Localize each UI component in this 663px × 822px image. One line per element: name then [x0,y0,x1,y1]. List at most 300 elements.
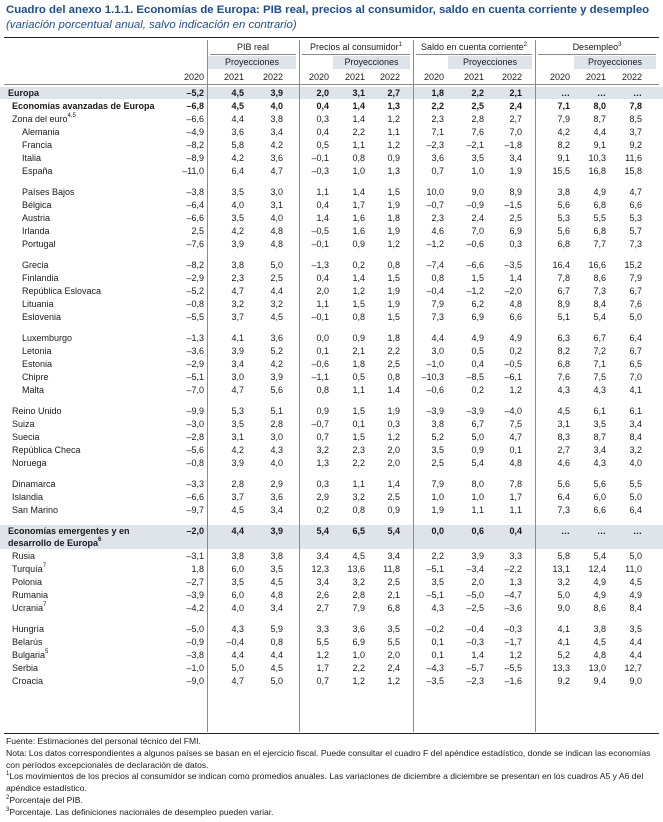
cell-value: 3,2 [352,492,365,502]
cell-value: 12,4 [588,564,606,574]
cell-value: –4,2 [186,603,204,613]
cell-value: 4,4 [270,286,283,296]
cell-value: 0,6 [471,526,484,536]
cell-value: 15,8 [624,166,642,176]
cell-value: 4,0 [231,200,244,210]
cell-value: 6,8 [557,239,570,249]
cell-value: … [561,88,570,98]
cell-value: 4,8 [270,590,283,600]
cell-value: 1,7 [352,200,365,210]
cell-value: 16,8 [588,166,606,176]
cell-value: –0,4 [466,624,484,634]
cell-value: 1,6 [352,213,365,223]
table-row [0,199,663,211]
cell-value: –3,1 [186,551,204,561]
table-row [0,457,663,469]
row-label-text: Irlanda [22,226,50,236]
group-header-label: Desempleo [572,42,619,52]
cell-value: –8,5 [466,372,484,382]
cell-value: 13,3 [552,663,570,673]
cell-value: 6,7 [629,286,642,296]
cell-value: 5,3 [231,406,244,416]
cell-value: 1,4 [387,479,400,489]
group-header-underline [416,54,532,55]
footnote-mark: 6 [98,537,102,543]
cell-value: 3,6 [431,153,444,163]
cell-value: 3,1 [231,432,244,442]
cell-value: –0,2 [426,624,444,634]
cell-value: 3,5 [593,419,606,429]
row-label-text: Noruega [12,458,47,468]
row-label-text: Islandia [12,492,44,502]
footnote [6,807,658,819]
table-row [0,87,663,99]
row-label-text: Estonia [22,359,53,369]
cell-value: –8,2 [186,140,204,150]
row-label [12,576,42,588]
cell-value: 0,9 [352,333,365,343]
cell-value: 2,2 [431,551,444,561]
cell-value: –1,8 [504,140,522,150]
cell-value: 2,8 [471,114,484,124]
cell-value: 0,0 [431,526,444,536]
cell-value: 9,1 [557,153,570,163]
footnote-mark: 3 [6,806,10,813]
row-label [22,259,49,271]
cell-value: 4,4 [231,526,244,536]
cell-value: –6,1 [504,372,522,382]
cell-value: 0,1 [352,419,365,429]
row-label [22,384,44,396]
cell-value: 1,2 [509,385,522,395]
cell-value: 4,9 [629,590,642,600]
cell-value: 5,1 [270,406,283,416]
cell-value: –9,0 [186,676,204,686]
cell-value: 5,6 [557,200,570,210]
cell-value: –9,7 [186,505,204,515]
cell-value: 8,7 [593,114,606,124]
cell-value: –0,6 [426,385,444,395]
cell-value: 7,6 [471,127,484,137]
cell-value: 1,9 [387,406,400,416]
cell-value: 5,6 [557,226,570,236]
cell-value: –3,6 [186,346,204,356]
cell-value: –6,6 [186,114,204,124]
cell-value: –5,5 [504,663,522,673]
cell-value: –2,1 [466,140,484,150]
cell-value: 0,8 [352,153,365,163]
cell-value: 5,3 [629,213,642,223]
cell-value: 8,0 [471,479,484,489]
cell-value: 1,8 [387,213,400,223]
cell-value: 6,9 [509,226,522,236]
cell-value: 4,7 [231,676,244,686]
cell-value: 5,9 [270,624,283,634]
cell-value: –0,5 [311,226,329,236]
cell-value: –5,6 [186,445,204,455]
cell-value: 13,6 [347,564,365,574]
cell-value: 3,7 [231,312,244,322]
cell-value: 6,1 [629,406,642,416]
table-row [0,165,663,177]
cell-value: 6,8 [557,359,570,369]
cell-value: 2,9 [270,479,283,489]
cell-value: 5,0 [629,551,642,561]
cell-value: 7,9 [431,479,444,489]
row-label-text: Reino Unido [12,406,62,416]
cell-value: 1,0 [471,492,484,502]
cell-value: 8,6 [593,603,606,613]
cell-value: –1,3 [311,260,329,270]
cell-value: 12,7 [624,663,642,673]
year-label: 2021 [223,72,244,82]
cell-value: 0,1 [431,637,444,647]
row-label [12,431,40,443]
cell-value: 5,8 [231,140,244,150]
cell-value: –1,5 [504,200,522,210]
cell-value: 3,4 [593,445,606,455]
cell-value: –0,3 [311,166,329,176]
cell-value: –4,0 [504,406,522,416]
cell-value: 2,4 [387,663,400,673]
row-label [12,504,58,516]
cell-value: 4,9 [471,333,484,343]
cell-value: 5,4 [593,312,606,322]
row-label [12,623,44,635]
cell-value: 4,0 [270,458,283,468]
cell-value: 3,6 [270,333,283,343]
cell-value: 0,4 [316,101,329,111]
cell-value: 1,9 [387,286,400,296]
footnote-text: Los movimientos de los precios al consumidor se indican como promedios anuales. Las variaciones de diciembre a diciembre se presentan en los cuadros A5 y A6 del apéndice estadístico. [6,771,644,794]
cell-value: 2,7 [557,445,570,455]
cell-value: 1,4 [509,273,522,283]
cell-value: 0,2 [509,346,522,356]
cell-value: 3,9 [270,88,283,98]
cell-value: –3,5 [426,676,444,686]
cell-value: 2,7 [509,114,522,124]
cell-value: 3,0 [270,432,283,442]
cell-value: 2,9 [316,492,329,502]
cell-value: 4,5 [270,663,283,673]
cell-value: 2,1 [387,590,400,600]
cell-value: –2,3 [426,140,444,150]
footnote [6,748,658,772]
cell-value: –9,9 [186,406,204,416]
cell-value: 3,6 [352,624,365,634]
cell-value: –0,1 [311,312,329,322]
table-row [0,371,663,383]
cell-value: 0,8 [387,372,400,382]
row-label [12,418,35,430]
row-label-text: Zona del euro [12,114,68,124]
cell-value: 5,0 [471,432,484,442]
cell-value: 4,7 [509,432,522,442]
cell-value: 2,2 [352,127,365,137]
cell-value: –1,2 [466,286,484,296]
row-label-text: Austria [22,213,51,223]
cell-value: 3,5 [431,445,444,455]
row-label-text: Turquía [12,564,43,574]
table-row [0,418,663,430]
cell-value: 7,9 [557,114,570,124]
table-row [0,126,663,138]
cell-value: –10,3 [421,372,444,382]
row-label-text: Luxemburgo [22,333,73,343]
cell-value: –5,1 [426,590,444,600]
cell-value: 7,0 [509,127,522,137]
cell-value: 0,0 [316,333,329,343]
row-label [22,199,52,211]
cell-value: –3,9 [426,406,444,416]
cell-value: 7,9 [629,273,642,283]
cell-value: –8,2 [186,260,204,270]
cell-value: 4,4 [593,127,606,137]
row-label [12,100,155,112]
cell-value: 7,8 [557,273,570,283]
cell-value: 2,5 [471,101,484,111]
cell-value: –0,1 [311,153,329,163]
table-row [0,649,663,661]
cell-value: 3,5 [231,213,244,223]
cell-value: 7,1 [593,359,606,369]
table-row [0,623,663,635]
cell-value: 2,0 [387,458,400,468]
cell-value: 4,7 [270,166,283,176]
cell-value: 1,3 [387,166,400,176]
cell-value: 3,2 [270,299,283,309]
group-header [299,42,413,53]
cell-value: 1,3 [509,577,522,587]
row-label [12,602,46,614]
footnote-mark: 1 [398,42,402,48]
cell-value: –3,5 [504,260,522,270]
cell-value: 1,4 [316,213,329,223]
row-label-text: Grecia [22,260,49,270]
cell-value: 3,8 [270,114,283,124]
cell-value: 7,1 [431,127,444,137]
group-header [535,42,659,53]
cell-value: 2,2 [352,458,365,468]
cell-value: 6,7 [629,346,642,356]
cell-value: –0,4 [426,286,444,296]
year-label: 2020 [423,72,444,82]
cell-value: 3,8 [557,187,570,197]
cell-value: 3,6 [270,153,283,163]
cell-value: 0,3 [387,419,400,429]
cell-value: 4,7 [231,385,244,395]
cell-value: 0,3 [316,114,329,124]
footnote [6,795,658,807]
cell-value: 7,9 [431,299,444,309]
cell-value: –2,0 [186,526,204,536]
cell-value: 5,0 [557,590,570,600]
cell-value: 7,0 [629,372,642,382]
cell-value: 5,0 [270,260,283,270]
cell-value: 0,3 [316,479,329,489]
group-header-label: PIB real [236,42,269,52]
cell-value: 1,1 [352,140,365,150]
group-header [207,42,299,53]
cell-value: 7,6 [557,372,570,382]
footnote [6,736,658,748]
cell-value: 4,8 [593,650,606,660]
table-row [0,563,663,575]
group-header-label: Precios al consumidor [310,42,399,52]
cell-value: –0,7 [426,200,444,210]
cell-value: –5,1 [426,564,444,574]
cell-value: 4,5 [231,101,244,111]
year-label: 2021 [585,72,606,82]
cell-value: 6,7 [593,333,606,343]
cell-value: –3,8 [186,650,204,660]
table-row [0,139,663,151]
cell-value: –6,4 [186,200,204,210]
year-label: 2022 [501,72,522,82]
table-row [0,576,663,588]
cell-value: 3,3 [316,624,329,634]
cell-value: … [597,526,606,536]
cell-value: 0,7 [316,676,329,686]
cell-value: 3,9 [231,239,244,249]
cell-value: 5,2 [431,432,444,442]
cell-value: 11,8 [383,564,400,574]
cell-value: 3,4 [270,603,283,613]
cell-value: –2,7 [186,577,204,587]
row-label [22,345,52,357]
cell-value: 1,9 [431,505,444,515]
cell-value: 11,6 [625,153,642,163]
row-label [8,525,130,549]
table-row [0,113,663,125]
cell-value: 3,4 [387,551,400,561]
cell-value: 0,8 [316,385,329,395]
cell-value: 3,9 [270,526,283,536]
cell-value: 12,3 [311,564,329,574]
cell-value: 15,2 [624,260,642,270]
row-label-text: Croacia [12,676,44,686]
cell-value: 4,2 [270,359,283,369]
cell-value: 4,2 [231,445,244,455]
group-header-underline [210,54,296,55]
cell-value: 2,0 [387,445,400,455]
cell-value: 6,6 [629,200,642,210]
cell-value: 16,4 [552,260,570,270]
row-label [22,139,52,151]
cell-value: 0,5 [471,346,484,356]
cell-value: 1,8 [431,88,444,98]
table-row [0,550,663,562]
row-label [22,165,53,177]
cell-value: … [561,526,570,536]
cell-value: 6,2 [471,299,484,309]
cell-value: 3,7 [629,127,642,137]
cell-value: 8,0 [593,101,606,111]
group-header-label: Saldo en cuenta corriente [421,42,524,52]
row-label-text: Economías emergentes y en [8,526,130,536]
cell-value: 4,4 [629,637,642,647]
cell-value: 1,2 [387,676,400,686]
cell-value: 16,6 [588,260,606,270]
cell-value: 3,4 [231,359,244,369]
footnote-mark: 3 [618,42,622,48]
cell-value: –2,2 [504,564,522,574]
projections-label: Proyecciones [344,57,399,67]
cell-value: 0,9 [387,153,400,163]
bottom-rule [4,733,659,734]
cell-value: 2,1 [509,88,522,98]
row-label-text: Países Bajos [22,187,75,197]
row-label [12,675,43,687]
row-label-text: Chipre [22,372,49,382]
cell-value: 3,0 [431,346,444,356]
row-label-text: Suecia [12,432,40,442]
table-row [0,589,663,601]
row-label-text: República Eslovaca [22,286,102,296]
year-label: 2020 [308,72,329,82]
cell-value: 1,4 [387,385,400,395]
cell-value: –6,8 [186,101,204,111]
cell-value: 3,0 [270,187,283,197]
footnote [6,771,658,795]
cell-value: 2,2 [431,101,444,111]
cell-value: 6,1 [593,406,606,416]
cell-value: 3,9 [231,346,244,356]
cell-value: 0,3 [509,239,522,249]
row-label [12,563,46,575]
row-label [12,636,43,648]
cell-value: 1,8 [352,359,365,369]
cell-value: 1,1 [316,187,329,197]
cell-value: 6,5 [629,359,642,369]
footnote-mark: 7 [42,563,47,569]
cell-value: 4,2 [231,153,244,163]
cell-value: 0,1 [316,346,329,356]
cell-value: 1,2 [387,114,400,124]
cell-value: 4,1 [557,624,570,634]
cell-value: 2,0 [316,88,329,98]
table-row [0,478,663,490]
cell-value: 2,7 [387,88,400,98]
cell-value: 0,9 [316,406,329,416]
cell-value: 6,4 [629,333,642,343]
cell-value: 4,4 [231,650,244,660]
cell-value: 3,5 [231,187,244,197]
cell-value: 4,5 [629,577,642,587]
cell-value: –3,8 [186,187,204,197]
cell-value: 0,5 [316,140,329,150]
cell-value: 5,0 [629,492,642,502]
cell-value: 1,1 [316,299,329,309]
cell-value: 2,5 [431,458,444,468]
cell-value: –3,4 [466,564,484,574]
cell-value: 1,0 [431,492,444,502]
cell-value: 2,4 [471,213,484,223]
cell-value: 3,5 [387,624,400,634]
cell-value: 1,5 [352,406,365,416]
cell-value: 3,2 [316,445,329,455]
cell-value: 11,0 [625,564,642,574]
cell-value: 10,3 [588,153,606,163]
table-row [0,238,663,250]
cell-value: 5,5 [316,637,329,647]
cell-value: 15,5 [552,166,570,176]
year-label: 2020 [549,72,570,82]
cell-value: 1,1 [352,385,365,395]
cell-value: 8,9 [557,299,570,309]
column-separator [207,40,208,732]
row-label [22,311,61,323]
